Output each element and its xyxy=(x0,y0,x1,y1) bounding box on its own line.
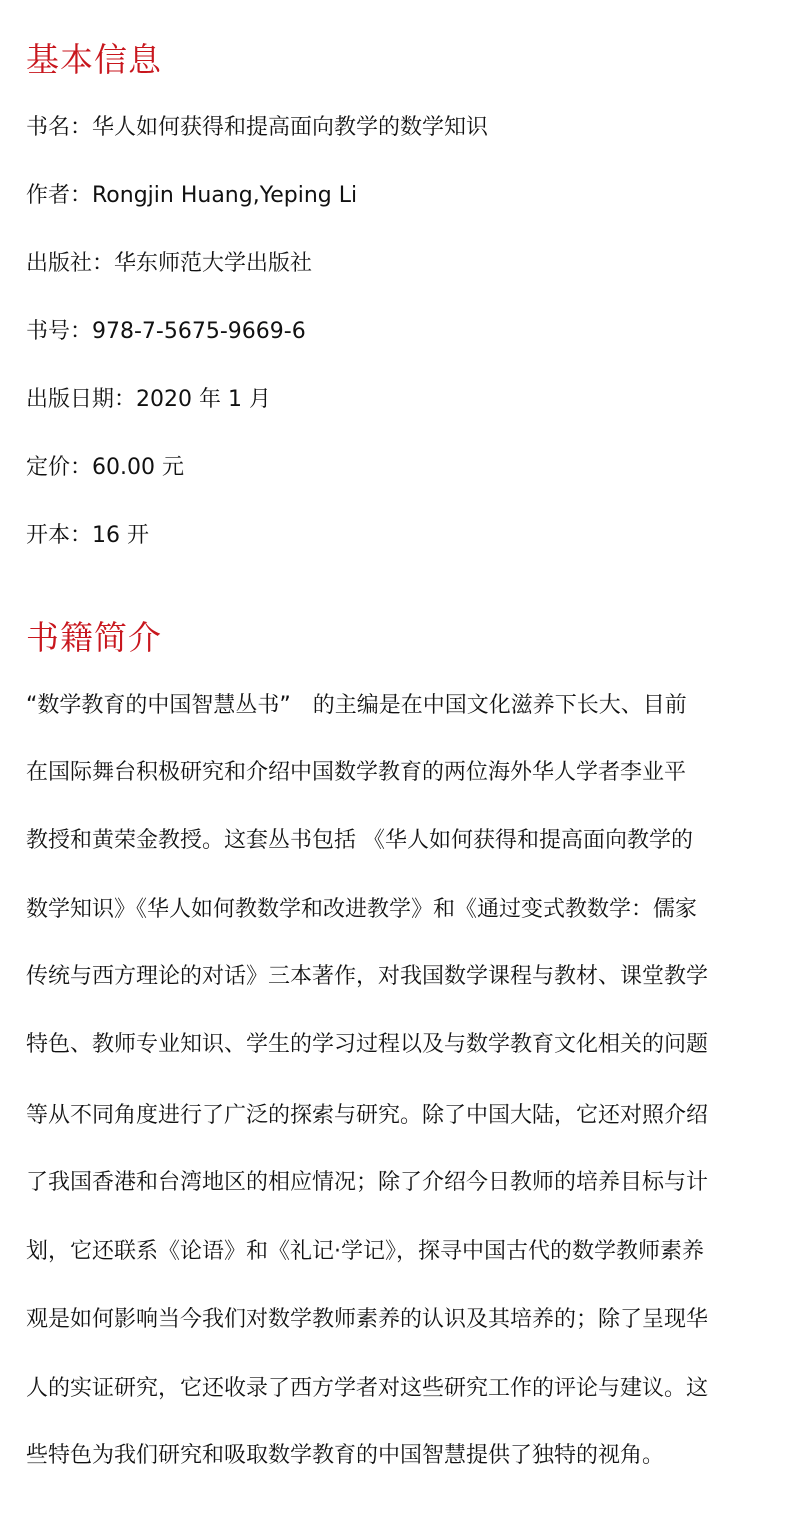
info-format: 开本：16 开 xyxy=(26,523,149,548)
introduction-line: 等从不同角度进行了广泛的探索与研究。除了中国大陆，它还对照介绍 xyxy=(26,1103,709,1128)
info-publish-date: 出版日期：2020 年 1 月 xyxy=(26,387,271,412)
introduction-line: 些特色为我们研究和吸取数学教育的中国智慧提供了独特的视角。 xyxy=(26,1443,665,1468)
introduction-heading: 书籍简介 xyxy=(26,618,162,657)
introduction-line: 人的实证研究，它还收录了西方学者对这些研究工作的评论与建议。这 xyxy=(26,1376,709,1401)
info-isbn: 书号：978-7-5675-9669-6 xyxy=(26,319,306,344)
introduction-line: 特色、教师专业知识、学生的学习过程以及与数学教育文化相关的问题 xyxy=(26,1032,709,1057)
introduction-line: 了我国香港和台湾地区的相应情况；除了介绍今日教师的培养目标与计 xyxy=(26,1170,709,1195)
basic-info-heading: 基本信息 xyxy=(26,40,162,79)
info-publisher: 出版社：华东师范大学出版社 xyxy=(26,251,313,276)
info-authors: 作者：Rongjin Huang,Yeping Li xyxy=(26,183,358,208)
introduction-line: 观是如何影响当今我们对数学教师素养的认识及其培养的；除了呈现华 xyxy=(26,1307,709,1332)
introduction-line: 传统与西方理论的对话》三本著作，对我国数学课程与教材、课堂教学 xyxy=(26,964,709,989)
introduction-line: 数学知识》《华人如何教数学和改进教学》和《通过变式教数学：儒家 xyxy=(26,897,698,922)
introduction-line: “数学教育的中国智慧丛书” 的主编是在中国文化滋养下长大、目前 xyxy=(26,693,687,718)
info-price: 定价：60.00 元 xyxy=(26,455,184,480)
info-book-title: 书名：华人如何获得和提高面向教学的数学知识 xyxy=(26,115,489,140)
introduction-line: 在国际舞台积极研究和介绍中国数学教育的两位海外华人学者李业平 xyxy=(26,760,687,785)
introduction-line: 划，它还联系《论语》和《礼记·学记》，探寻中国古代的数学教师素养 xyxy=(26,1239,704,1264)
introduction-line: 教授和黄荣金教授。这套丛书包括 《华人如何获得和提高面向教学的 xyxy=(26,828,693,853)
